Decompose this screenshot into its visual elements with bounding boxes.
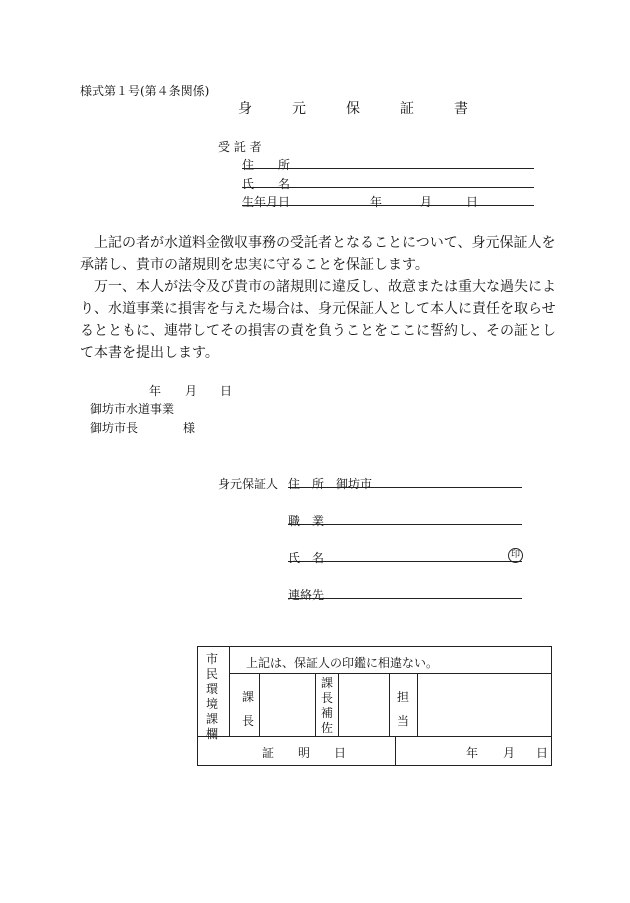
guarantor-heading: 身元保証人: [218, 477, 279, 491]
cert-day: 日: [536, 746, 549, 760]
certification-statement: 上記は、保証人の印鑑に相違ない。: [246, 656, 439, 670]
person-in-charge-label: 担当: [396, 690, 409, 728]
paragraph-2: 万一、本人が法令及び貴市の諸規則に違反し、故意または重大な過失により、水道事業に損害を与えた場合は、身元保証人として本人に責任を取らせるとともに、連帯してその損害の責を負うことをここに誓約し、その証として本書を提出します。: [80, 279, 556, 361]
guarantor-address-field[interactable]: [288, 487, 522, 488]
certification-table: [197, 646, 552, 766]
consignee-name-field[interactable]: [242, 187, 534, 188]
title-char: 保: [346, 101, 360, 117]
cert-month: 月: [503, 746, 516, 760]
date-day: 日: [220, 384, 233, 398]
guarantor-contact-label: 連絡先: [288, 588, 325, 602]
document-title: [238, 98, 468, 118]
consignee-address-label: 住 所: [242, 158, 291, 172]
seal-mark-icon: 印: [508, 548, 523, 563]
consignee-name-label: 氏 名: [242, 177, 291, 191]
date-month: 月: [185, 384, 198, 398]
recipient-org: 御坊市水道事業: [90, 402, 175, 416]
guarantor-occupation-field[interactable]: [288, 524, 522, 525]
guarantor-name-field[interactable]: [288, 561, 522, 562]
side-label: 市民環境課欄: [205, 652, 218, 741]
consignee-birth-label: 生年月日: [242, 195, 291, 209]
birth-day: 日: [466, 195, 479, 209]
cert-date-label: 証 明 日: [262, 746, 347, 760]
title-char: 元: [292, 101, 306, 117]
guarantor-address-label: 住 所: [288, 477, 325, 491]
section-chief-label: 課長: [241, 690, 254, 728]
guarantor-contact-field[interactable]: [288, 598, 522, 599]
birth-year: 年: [370, 195, 383, 209]
guarantor-occupation-label: 職 業: [288, 514, 325, 528]
consignee-heading: 受 託 者: [218, 140, 262, 154]
consignee-address-field[interactable]: [242, 168, 534, 169]
title-char: 身: [238, 101, 252, 117]
cert-year: 年: [466, 746, 479, 760]
guarantor-address-value: 御坊市: [336, 477, 373, 491]
birth-month: 月: [420, 195, 433, 209]
form-number: 様式第１号(第４条関係): [80, 84, 210, 98]
recipient-mayor: 御坊市長: [90, 421, 139, 435]
guarantor-name-label: 氏 名: [288, 551, 325, 565]
consignee-birth-field[interactable]: [242, 205, 534, 206]
date-year: 年: [149, 384, 162, 398]
title-char: 書: [454, 101, 468, 117]
title-char: 証: [400, 101, 414, 117]
body-text: [80, 232, 560, 364]
deputy-chief-label: 課長補佐: [320, 676, 333, 735]
recipient-honorific: 様: [183, 421, 196, 435]
paragraph-1: 上記の者が水道料金徴収事務の受託者となることについて、身元保証人を承諾し、貴市の諸規則を忠実に守ることを保証します。: [80, 235, 556, 273]
